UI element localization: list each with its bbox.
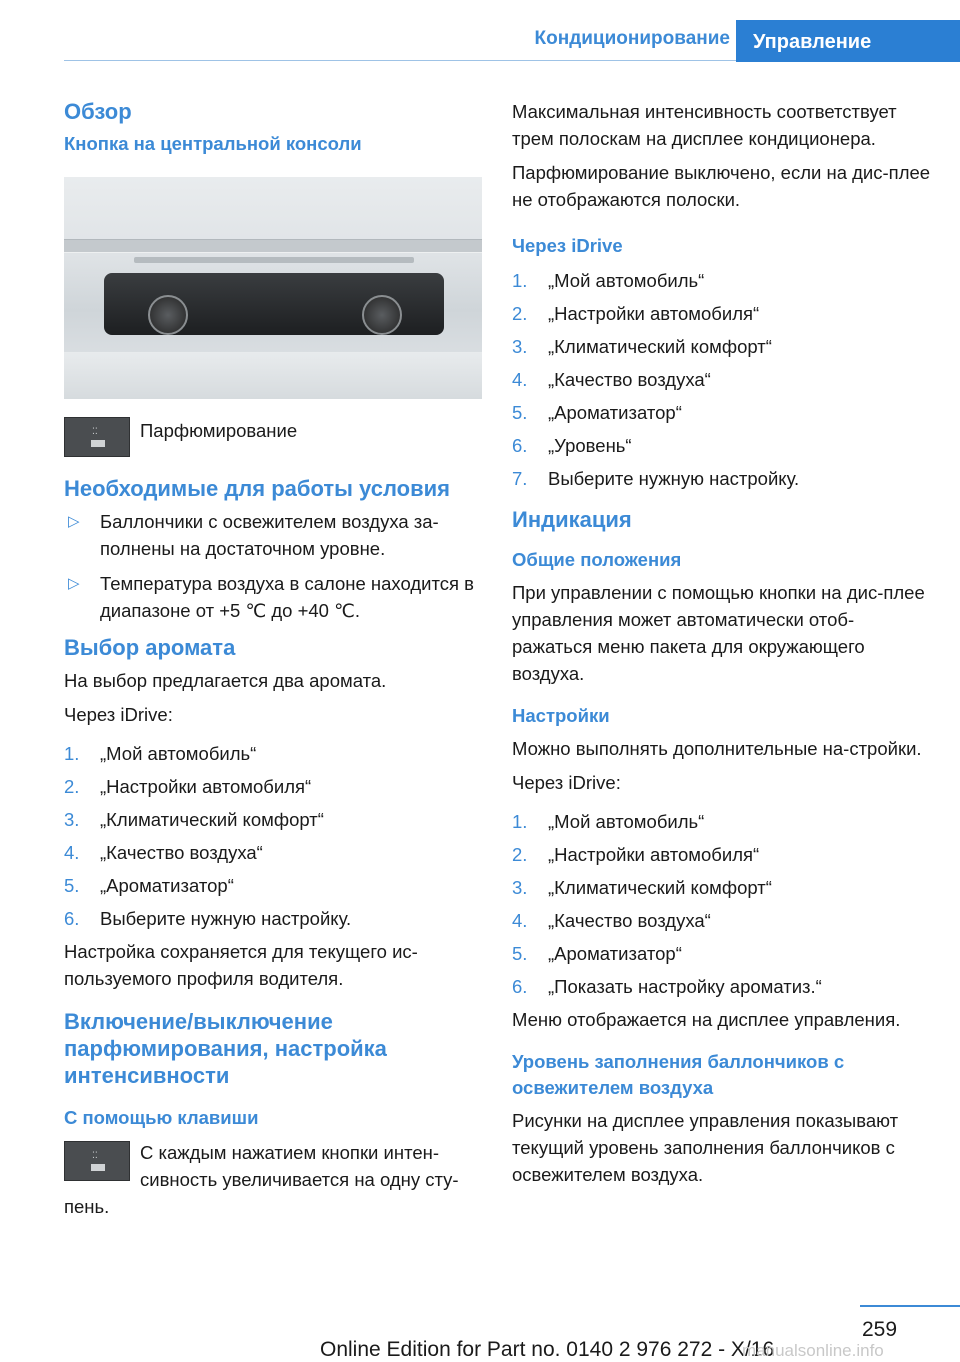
aroma-via: Через iDrive: bbox=[64, 704, 173, 725]
list-item: ▷ Температура воздуха в салоне находится в диапазоне от +5 ℃ до +40 ℃. bbox=[64, 570, 482, 624]
page-number-rule bbox=[860, 1305, 960, 1307]
console-photo bbox=[64, 177, 482, 399]
perfume-label: Парфюмирование bbox=[140, 420, 298, 441]
aroma-title: Выбор аромата bbox=[64, 635, 236, 660]
perfume-button-icon: ⁚⁚ bbox=[64, 1141, 130, 1181]
list-item: 5. „Ароматизатор“ bbox=[64, 875, 234, 896]
aroma-intro: На выбор предлагается два аромата. bbox=[64, 670, 387, 691]
settings-steps bbox=[512, 808, 932, 1000]
settings-via: Через iDrive: bbox=[512, 772, 621, 793]
list-item: 2. „Настройки автомобиля“ bbox=[512, 303, 760, 324]
watermark: manualsonline.info bbox=[742, 1341, 884, 1360]
header-section: Кондиционирование bbox=[534, 28, 730, 49]
idrive-steps bbox=[512, 267, 932, 492]
conditions-title: Необходимые для работы условия bbox=[64, 476, 450, 501]
list-item: 5. „Ароматизатор“ bbox=[512, 402, 682, 423]
list-item: 4. „Качество воздуха“ bbox=[512, 910, 711, 931]
key-paragraph bbox=[64, 1139, 482, 1220]
level-text: Рисунки на дисплее управления показывают текущий уровень заполнения баллончиков с освежителем воздуха. bbox=[512, 1110, 899, 1185]
left-column bbox=[64, 98, 482, 1220]
list-item: 5. „Ароматизатор“ bbox=[512, 943, 682, 964]
key-text: С каждым нажатием кнопки интен-сивность увеличивается на одну сту-пень. bbox=[64, 1142, 459, 1217]
console-title: Кнопка на центральной консоли bbox=[64, 133, 362, 154]
list-item: 1. „Мой автомобиль“ bbox=[64, 743, 257, 764]
list-item: 1. „Мой автомобиль“ bbox=[512, 811, 705, 832]
list-item: 4. „Качество воздуха“ bbox=[512, 369, 711, 390]
bullet-triangle-icon: ▷ bbox=[68, 513, 80, 530]
list-item: 3. „Климатический комфорт“ bbox=[512, 336, 772, 357]
aroma-steps bbox=[64, 740, 482, 932]
level-title: Уровень заполнения баллончиков с освежителем воздуха bbox=[512, 1051, 845, 1098]
list-item: ▷ Баллончики с освежителем воздуха за-полнены на достаточном уровне. bbox=[64, 508, 482, 562]
off-text: Парфюмирование выключено, если на дис-плее не отображаются полоски. bbox=[512, 162, 931, 210]
list-item: 6. „Показать настройку ароматиз.“ bbox=[512, 976, 822, 997]
list-item: 2. „Настройки автомобиля“ bbox=[64, 776, 312, 797]
max-text: Максимальная интенсивность соответствует трем полоскам на дисплее кондиционера. bbox=[512, 101, 897, 149]
edition-footer: Online Edition for Part no. 0140 2 976 272 - X/16 bbox=[320, 1338, 775, 1361]
list-item: 6. Выберите нужную настройку. bbox=[64, 908, 352, 929]
bullet-triangle-icon: ▷ bbox=[68, 575, 80, 592]
perfume-key-row bbox=[64, 417, 482, 457]
general-title: Общие положения bbox=[512, 549, 682, 570]
header-tab: Управление bbox=[736, 20, 960, 62]
aroma-note: Настройка сохраняется для текущего ис-пользуемого профиля водителя. bbox=[64, 941, 418, 989]
settings-after: Меню отображается на дисплее управления. bbox=[512, 1009, 901, 1030]
list-item: 4. „Качество воздуха“ bbox=[64, 842, 263, 863]
right-column bbox=[512, 98, 932, 1195]
general-text: При управлении с помощью кнопки на дис-плее управления может автоматически отоб-ражаться меню пакета для окружающего воздуха. bbox=[512, 582, 925, 684]
key-title: С помощью клавиши bbox=[64, 1107, 259, 1128]
perfume-button-icon: ⁚⁚ bbox=[64, 417, 130, 457]
idrive-title: Через iDrive bbox=[512, 235, 623, 256]
list-item: 3. „Климатический комфорт“ bbox=[512, 877, 772, 898]
list-item: 6. „Уровень“ bbox=[512, 435, 632, 456]
page-number: 259 bbox=[862, 1318, 898, 1341]
toggle-title: Включение/выключение парфюмирования, настройка интенсивности bbox=[64, 1009, 387, 1088]
list-item: 1. „Мой автомобиль“ bbox=[512, 270, 705, 291]
list-item: 7. Выберите нужную настройку. bbox=[512, 468, 800, 489]
settings-text: Можно выполнять дополнительные на-стройки. bbox=[512, 738, 922, 759]
conditions-list bbox=[64, 508, 482, 624]
list-item: 2. „Настройки автомобиля“ bbox=[512, 844, 760, 865]
overview-title: Обзор bbox=[64, 99, 132, 124]
indication-title: Индикация bbox=[512, 507, 632, 532]
settings-title: Настройки bbox=[512, 705, 610, 726]
list-item: 3. „Климатический комфорт“ bbox=[64, 809, 324, 830]
